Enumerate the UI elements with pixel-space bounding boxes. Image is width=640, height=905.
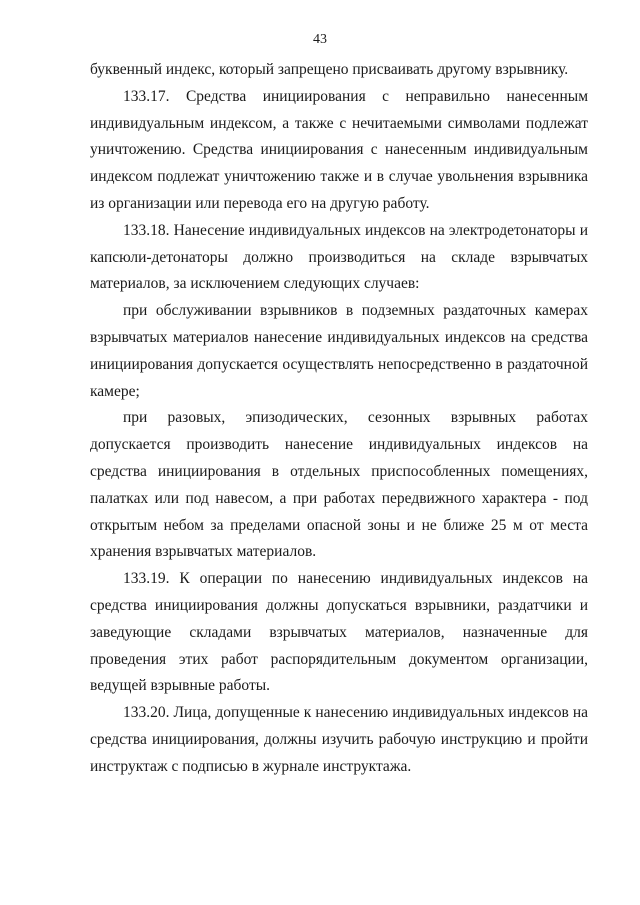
paragraph-133-20: 133.20. Лица, допущенные к нанесению индивидуальных индексов на средства инициирования, должны изучить рабочую инструкцию и пройти инструктаж с подписью в журнале инструктажа.: [90, 704, 588, 775]
document-body: [90, 57, 588, 781]
paragraph-continuation: буквенный индекс, который запрещено присваивать другому взрывнику.: [90, 61, 569, 78]
paragraph-133-18-case-2: при разовых, эпизодических, сезонных взрывных работах допускается производить нанесение индивидуальных индексов на средства инициирования в отдельных приспособленных помещениях, палатках или под навесом, а при работах передвижного характера - под открытым небом за пределами опасной зоны и не ближе 25 м от места хранения взрывчатых материалов.: [90, 409, 588, 561]
paragraph-133-18-case-1: при обслуживании взрывников в подземных раздаточных камерах взрывчатых материалов нанесение индивидуальных индексов на средства инициирования допускается осуществлять непосредственно в раздаточной камере;: [90, 302, 588, 400]
paragraph-133-17: 133.17. Средства инициирования с неправильно нанесенным индивидуальным индексом, а также с нечитаемыми символами подлежат уничтожению. Средства инициирования с нанесенным индивидуальным индексом подлежат уничтожению также и в случае увольнения взрывника из организации или перевода его на другую работу.: [90, 87, 588, 212]
paragraph-133-18: 133.18. Нанесение индивидуальных индексов на электродетонаторы и капсюли-детонаторы должно производиться на складе взрывчатых материалов, за исключением следующих случаев:: [90, 221, 588, 293]
page-number: 43: [313, 32, 327, 47]
paragraph-133-19: 133.19. К операции по нанесению индивидуальных индексов на средства инициирования должны допускаться взрывники, раздатчики и заведующие складами взрывчатых материалов, назначенные для проведения этих работ распорядительным документом организации, ведущей взрывные работы.: [90, 570, 588, 695]
